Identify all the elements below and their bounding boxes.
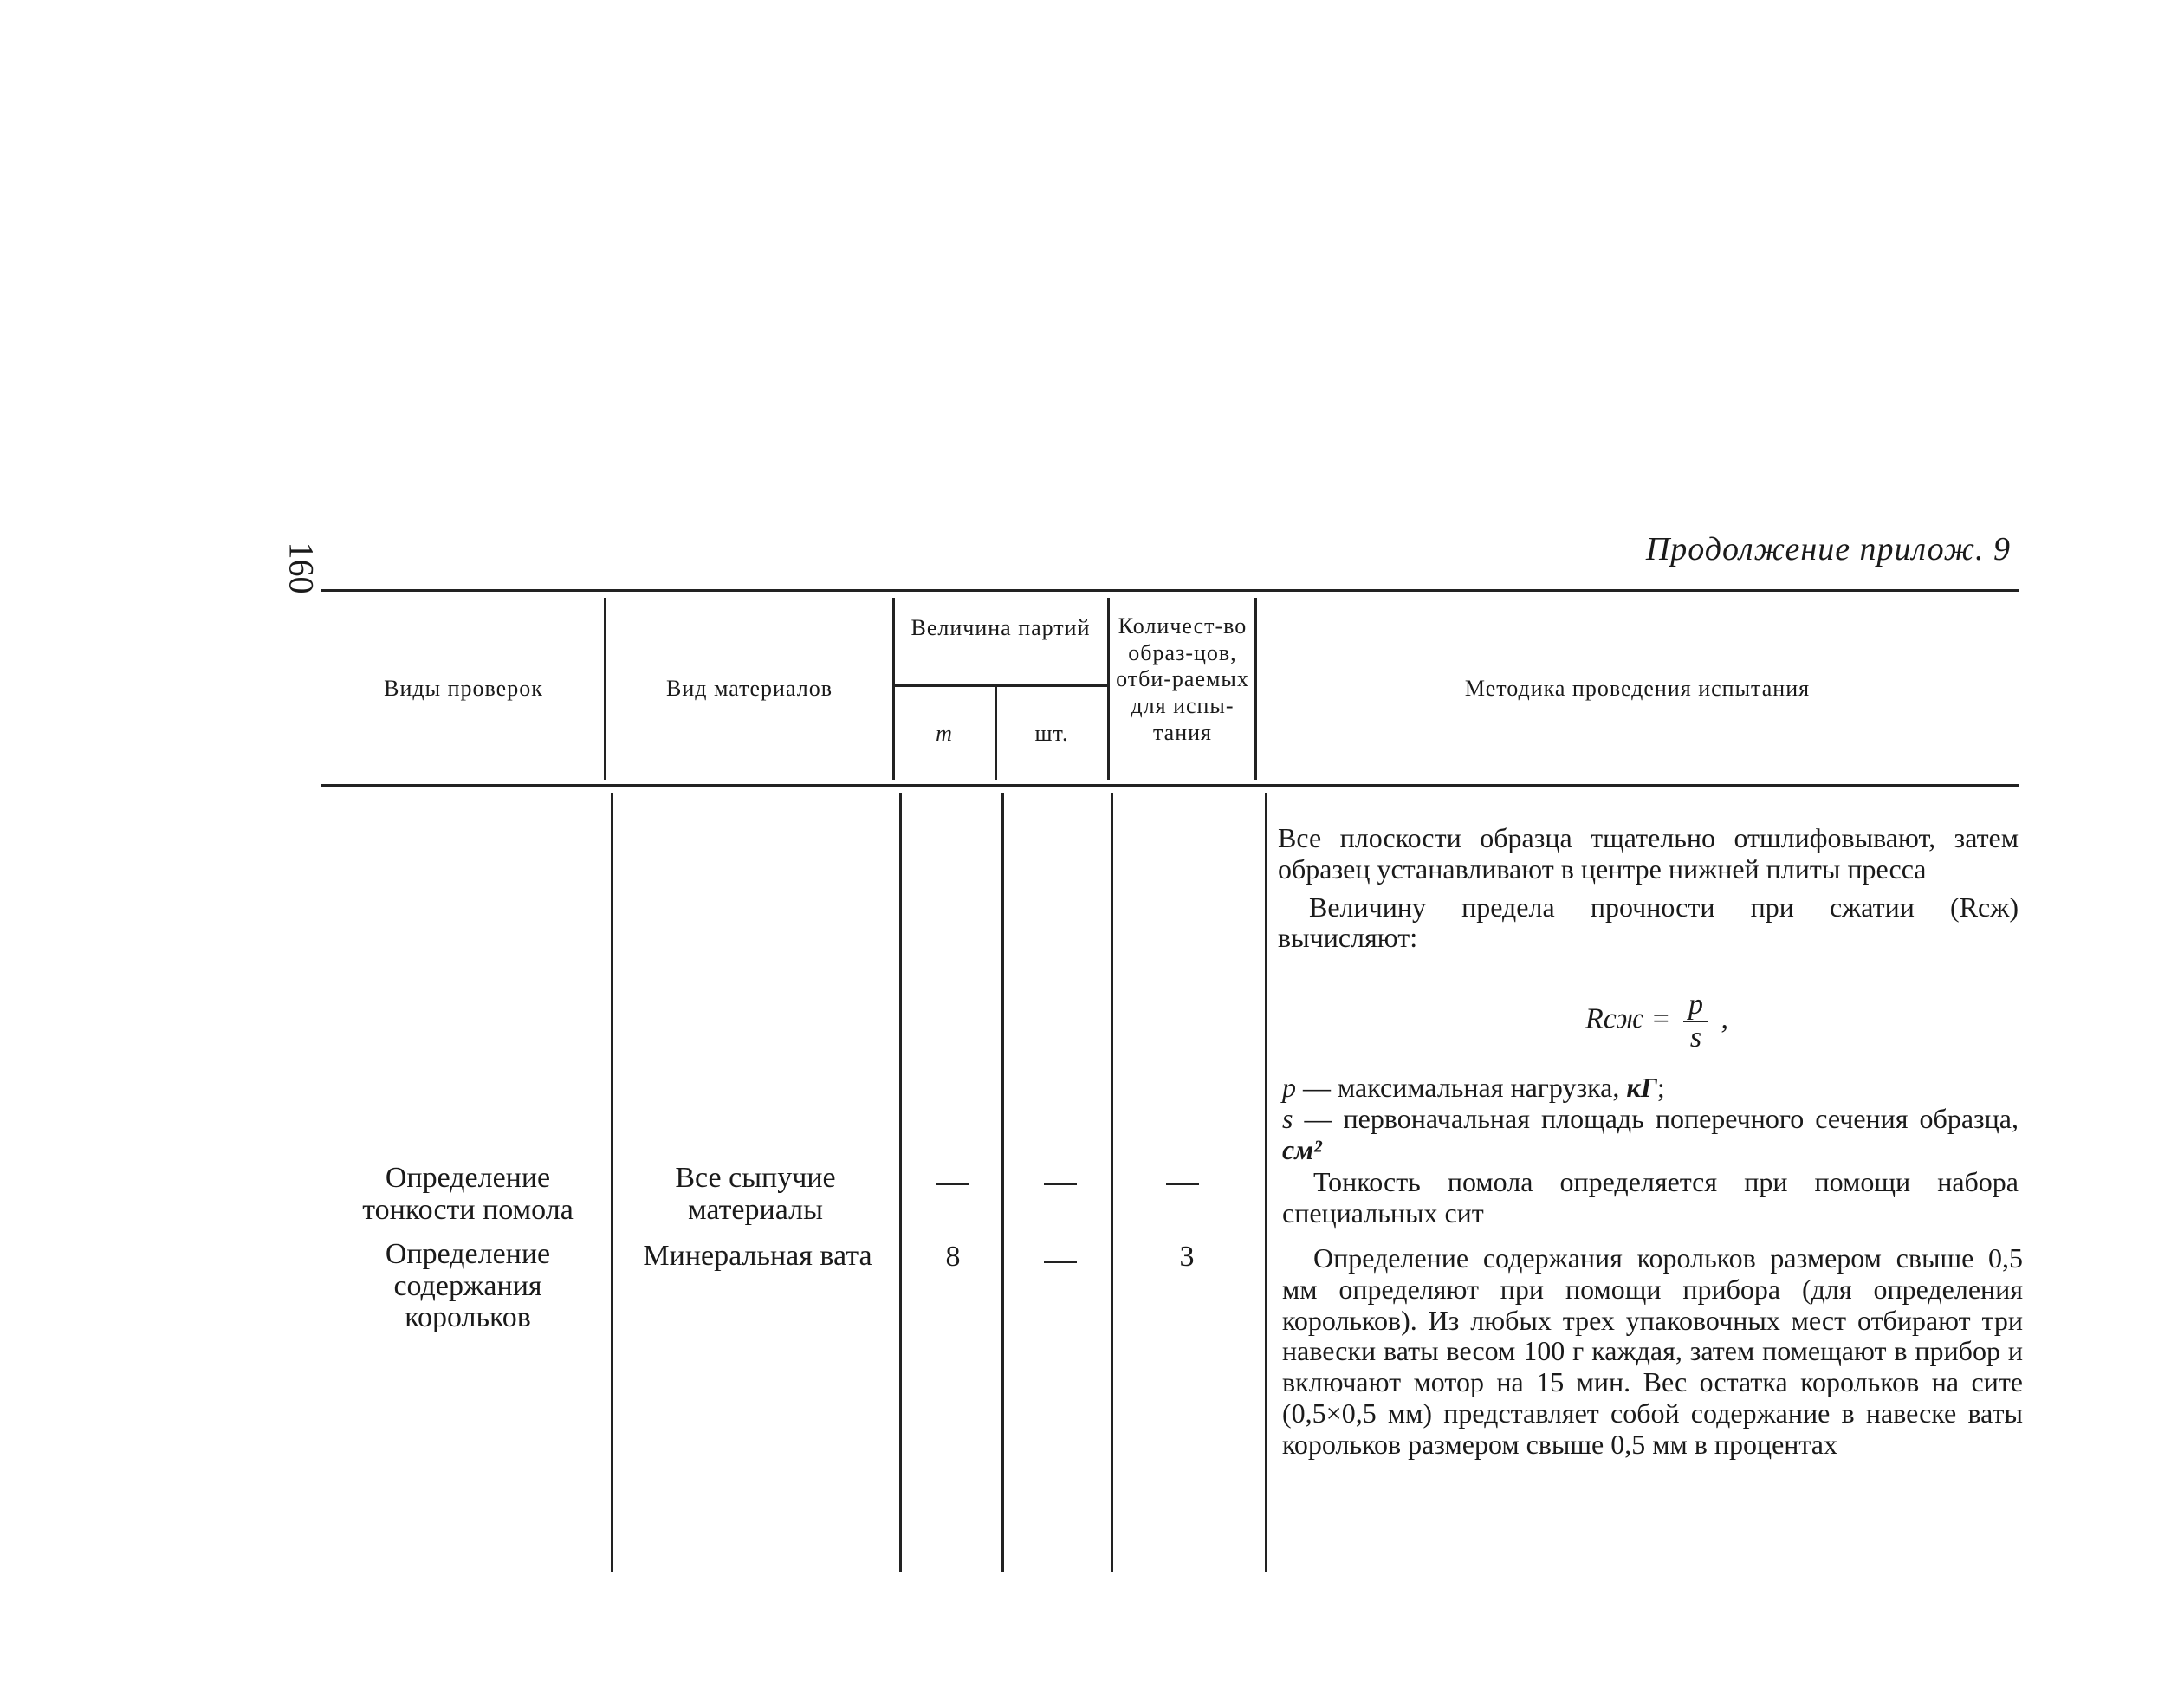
col-divider	[899, 793, 902, 1572]
formula-denominator: s	[1689, 1021, 1702, 1053]
col-divider	[611, 793, 613, 1572]
row1-tons-dash	[936, 1183, 969, 1185]
table-top-rule	[321, 589, 2019, 592]
col-divider	[892, 598, 895, 780]
row1-pieces-dash	[1044, 1183, 1077, 1185]
col-divider	[1111, 793, 1113, 1572]
definition-p: p — максимальная нагрузка, кГ;	[1282, 1072, 1665, 1103]
header-pieces: шт.	[1034, 721, 1069, 746]
col-divider	[1254, 598, 1257, 780]
row2-tons: 8	[945, 1241, 961, 1273]
col-divider	[995, 684, 997, 780]
formula-fraction	[1683, 989, 1708, 1053]
row2-pieces-dash	[1044, 1261, 1077, 1263]
header-method: Методика проведения испытания	[1464, 676, 1811, 701]
method-paragraph: Величину предела прочности при сжатии (Rсж) вычисляют:	[1278, 891, 2019, 954]
running-head: Продолжение прилож. 9	[1645, 531, 2011, 567]
formula-tail: ,	[1721, 1002, 1728, 1035]
row1-check: Определение тонкости помола	[362, 1162, 574, 1226]
col-divider	[1001, 793, 1004, 1572]
formula-numerator: p	[1683, 989, 1708, 1022]
header-tons: т	[936, 721, 953, 746]
strength-formula	[1585, 989, 1728, 1053]
method-paragraph: Тонкость помола определяется при помощи набора специальных сит	[1282, 1166, 2019, 1229]
header-sample-count: Количест-во образ-цов, отби-раемых для испы-тания	[1116, 613, 1249, 745]
header-bottom-rule	[321, 784, 2019, 787]
row2-check: Определение содержания корольков	[385, 1238, 551, 1334]
row1-material: Все сыпучие материалы	[675, 1162, 836, 1226]
formula-lhs: Rсж =	[1585, 1002, 1671, 1035]
col-divider	[1107, 598, 1110, 780]
method-block-2	[1282, 1243, 2023, 1461]
header-check-type: Виды проверок	[384, 676, 543, 701]
definition-s: s — первоначальная площадь поперечного сечения образца, см²	[1282, 1102, 2019, 1165]
method-block-1	[1278, 823, 2019, 954]
row1-samples-dash	[1166, 1183, 1199, 1185]
method-paragraph: Определение содержания корольков размером свыше 0,5 мм определяют при помощи прибора (для определения корольков). Из любых трех упаковочных мест отбирают три навески ваты весом 100 г каждая, затем помещают в прибор и включают мотор на 15 мин. Вес остатка корольков на сите (0,5×0,5 мм) представляет собой содержание в навеске ваты корольков размером свыше 0,5 мм в процентах	[1282, 1242, 2023, 1460]
row2-samples: 3	[1179, 1241, 1195, 1273]
col-divider	[604, 598, 606, 780]
page-number: 160	[282, 541, 321, 594]
method-definitions	[1282, 1073, 2019, 1229]
group-header-rule	[892, 684, 1109, 687]
header-material: Вид материалов	[666, 676, 833, 701]
header-batch-size: Величина партий	[911, 615, 1091, 640]
method-paragraph: Все плоскости образца тщательно отшлифовывают, затем образец устанавливают в центре нижней плиты пресса	[1278, 822, 2019, 885]
col-divider	[1265, 793, 1267, 1572]
row2-material: Минеральная вата	[643, 1240, 872, 1272]
